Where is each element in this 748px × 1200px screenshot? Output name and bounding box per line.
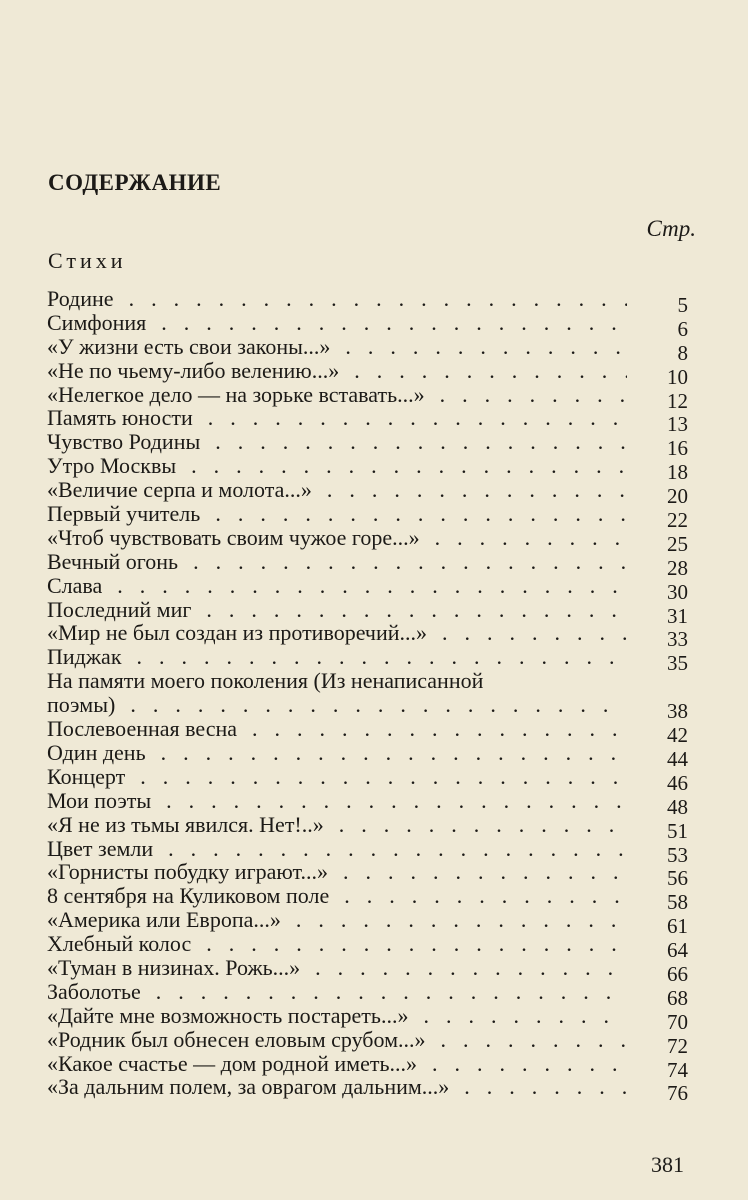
toc-entry-page: 18 [667, 460, 688, 485]
toc-entry [0, 358, 748, 389]
toc-entry-title: Хлебный колос . . [47, 932, 627, 956]
toc-entry-page: 35 [667, 651, 688, 676]
toc-entry-title: «У жизни есть свои законы...» . . [47, 335, 627, 359]
toc-entry-page: 28 [667, 555, 688, 580]
toc-entry-page: 6 [677, 316, 688, 341]
toc-entry-title: Чувство Родины . . [47, 430, 627, 454]
toc-entry [0, 932, 748, 963]
toc-entry-title: Последний миг . . [47, 598, 627, 622]
page-column-label: Стр. [646, 216, 696, 241]
toc-entry-title: «Величие серпа и молота...» . . [47, 478, 627, 502]
toc-entry [0, 884, 748, 915]
toc-entry-page: 56 [667, 866, 688, 891]
toc-entry [0, 502, 748, 533]
toc-entry-title: Родине . . [47, 287, 627, 311]
toc-entry-title: «Я не из тьмы явился. Нет!..» . . [47, 813, 627, 837]
toc-entry [0, 454, 748, 485]
toc-entry-page: 38 [667, 699, 688, 724]
toc-entry-title: «Чтоб чувствовать своим чужое горе...» . . [47, 526, 627, 550]
toc-entry-title: Послевоенная весна . . [47, 717, 627, 741]
toc-entry [0, 860, 748, 891]
toc-entry-title: 8 сентября на Куликовом поле . . [47, 884, 627, 908]
toc-entry-page: 53 [667, 842, 688, 867]
toc-entry-page: 61 [667, 914, 688, 939]
toc-entry-title: «Туман в низинах. Рожь...» . . [47, 956, 627, 980]
toc-entry-title: Слава . . [47, 574, 627, 598]
toc-entry-page: 44 [667, 746, 688, 771]
toc-entry-page: 25 [667, 531, 688, 556]
toc-entry-page: 30 [667, 579, 688, 604]
toc-entry-page: 46 [667, 770, 688, 795]
toc-entry-title: Заболотье . . [47, 980, 627, 1004]
toc-entry [0, 525, 748, 556]
toc-entry-title: Симфония . . [47, 311, 627, 335]
toc-entry [0, 1027, 748, 1058]
toc-entry-title: Концерт . . [47, 765, 627, 789]
toc-entry [0, 406, 748, 437]
toc-entry-page: 68 [667, 985, 688, 1010]
toc-entry [0, 382, 748, 413]
toc-list [0, 287, 748, 1106]
toc-entry-title: «Какое счастье — дом родной иметь...» . . [47, 1052, 627, 1076]
toc-entry [0, 478, 748, 509]
toc-entry-page: 22 [667, 508, 688, 533]
toc-entry [0, 788, 748, 819]
toc-entry-title: Мои поэты . . [47, 789, 627, 813]
toc-entry-title: «За дальним полем, за оврагом дальним...» . . [47, 1075, 627, 1099]
toc-entry [0, 334, 748, 365]
toc-entry [0, 812, 748, 843]
toc-entry [0, 979, 748, 1010]
toc-entry [0, 740, 748, 771]
toc-entry-page: 70 [667, 1009, 688, 1034]
toc-entry [0, 1051, 748, 1082]
toc-entry-page: 58 [667, 890, 688, 915]
toc-entry-title: Пиджак . . [47, 645, 627, 669]
toc-entry [0, 597, 748, 628]
toc-entry-title: «Не по чьему-либо велению...» . . [47, 359, 627, 383]
toc-entry-page: 16 [667, 436, 688, 461]
toc-entry-title: «Горнисты побудку играют...» . . [47, 860, 627, 884]
toc-entry-title: «Нелегкое дело — на зорьке вставать...» . . [47, 383, 627, 407]
toc-entry-page: 13 [667, 412, 688, 437]
toc-entry-page: 48 [667, 794, 688, 819]
toc-entry-title: «Америка или Европа...» . . [47, 908, 627, 932]
toc-entry-page: 12 [667, 388, 688, 413]
toc-entry [0, 430, 748, 461]
toc-entry-title: «Дайте мне возможность постареть...» . . [47, 1004, 627, 1028]
toc-entry-page: 33 [667, 627, 688, 652]
toc-entry [0, 573, 748, 604]
toc-entry-page: 20 [667, 484, 688, 509]
toc-entry-page: 8 [677, 340, 688, 365]
section-title: Стихи [48, 248, 127, 273]
toc-entry [0, 717, 748, 748]
toc-entry [0, 310, 748, 341]
toc-entry-page: 51 [667, 818, 688, 843]
toc-entry [0, 549, 748, 580]
toc-entry [0, 1003, 748, 1034]
toc-entry [0, 621, 748, 652]
toc-entry [0, 287, 748, 317]
toc-entry [0, 955, 748, 986]
toc-entry-title: «Мир не был создан из противоречий...» . . [47, 621, 627, 645]
toc-entry-title: «Родник был обнесен еловым срубом...» . . [47, 1028, 627, 1052]
toc-entry-title: Один день . . [47, 741, 627, 765]
toc-entry [0, 836, 748, 867]
toc-entry-page: 72 [667, 1033, 688, 1058]
toc-entry-page: 74 [667, 1057, 688, 1082]
toc-entry [0, 669, 748, 724]
toc-entry-title: Утро Москвы . . [47, 454, 627, 478]
contents-heading: СОДЕРЖАНИЕ [48, 170, 222, 195]
toc-entry-page: 66 [667, 961, 688, 986]
toc-entry-page: 31 [667, 603, 688, 628]
toc-entry-title: На памяти моего поколения (Из ненаписанной поэмы) . . [47, 669, 622, 717]
toc-entry-title: Цвет земли . . [47, 837, 627, 861]
toc-entry-title: Память юности . . [47, 406, 627, 430]
toc-entry-page: 76 [667, 1081, 688, 1106]
toc-entry-page: 10 [667, 364, 688, 389]
page-number: 381 [651, 1152, 684, 1177]
toc-entry [0, 764, 748, 795]
toc-entry [0, 1075, 748, 1106]
toc-entry-page: 64 [667, 938, 688, 963]
toc-entry-page: 5 [677, 293, 688, 317]
toc-entry [0, 645, 748, 676]
toc-entry-page: 42 [667, 723, 688, 748]
toc-entry [0, 908, 748, 939]
toc-entry-title: Первый учитель . . [47, 502, 627, 526]
toc-entry-title: Вечный огонь . . [47, 550, 627, 574]
